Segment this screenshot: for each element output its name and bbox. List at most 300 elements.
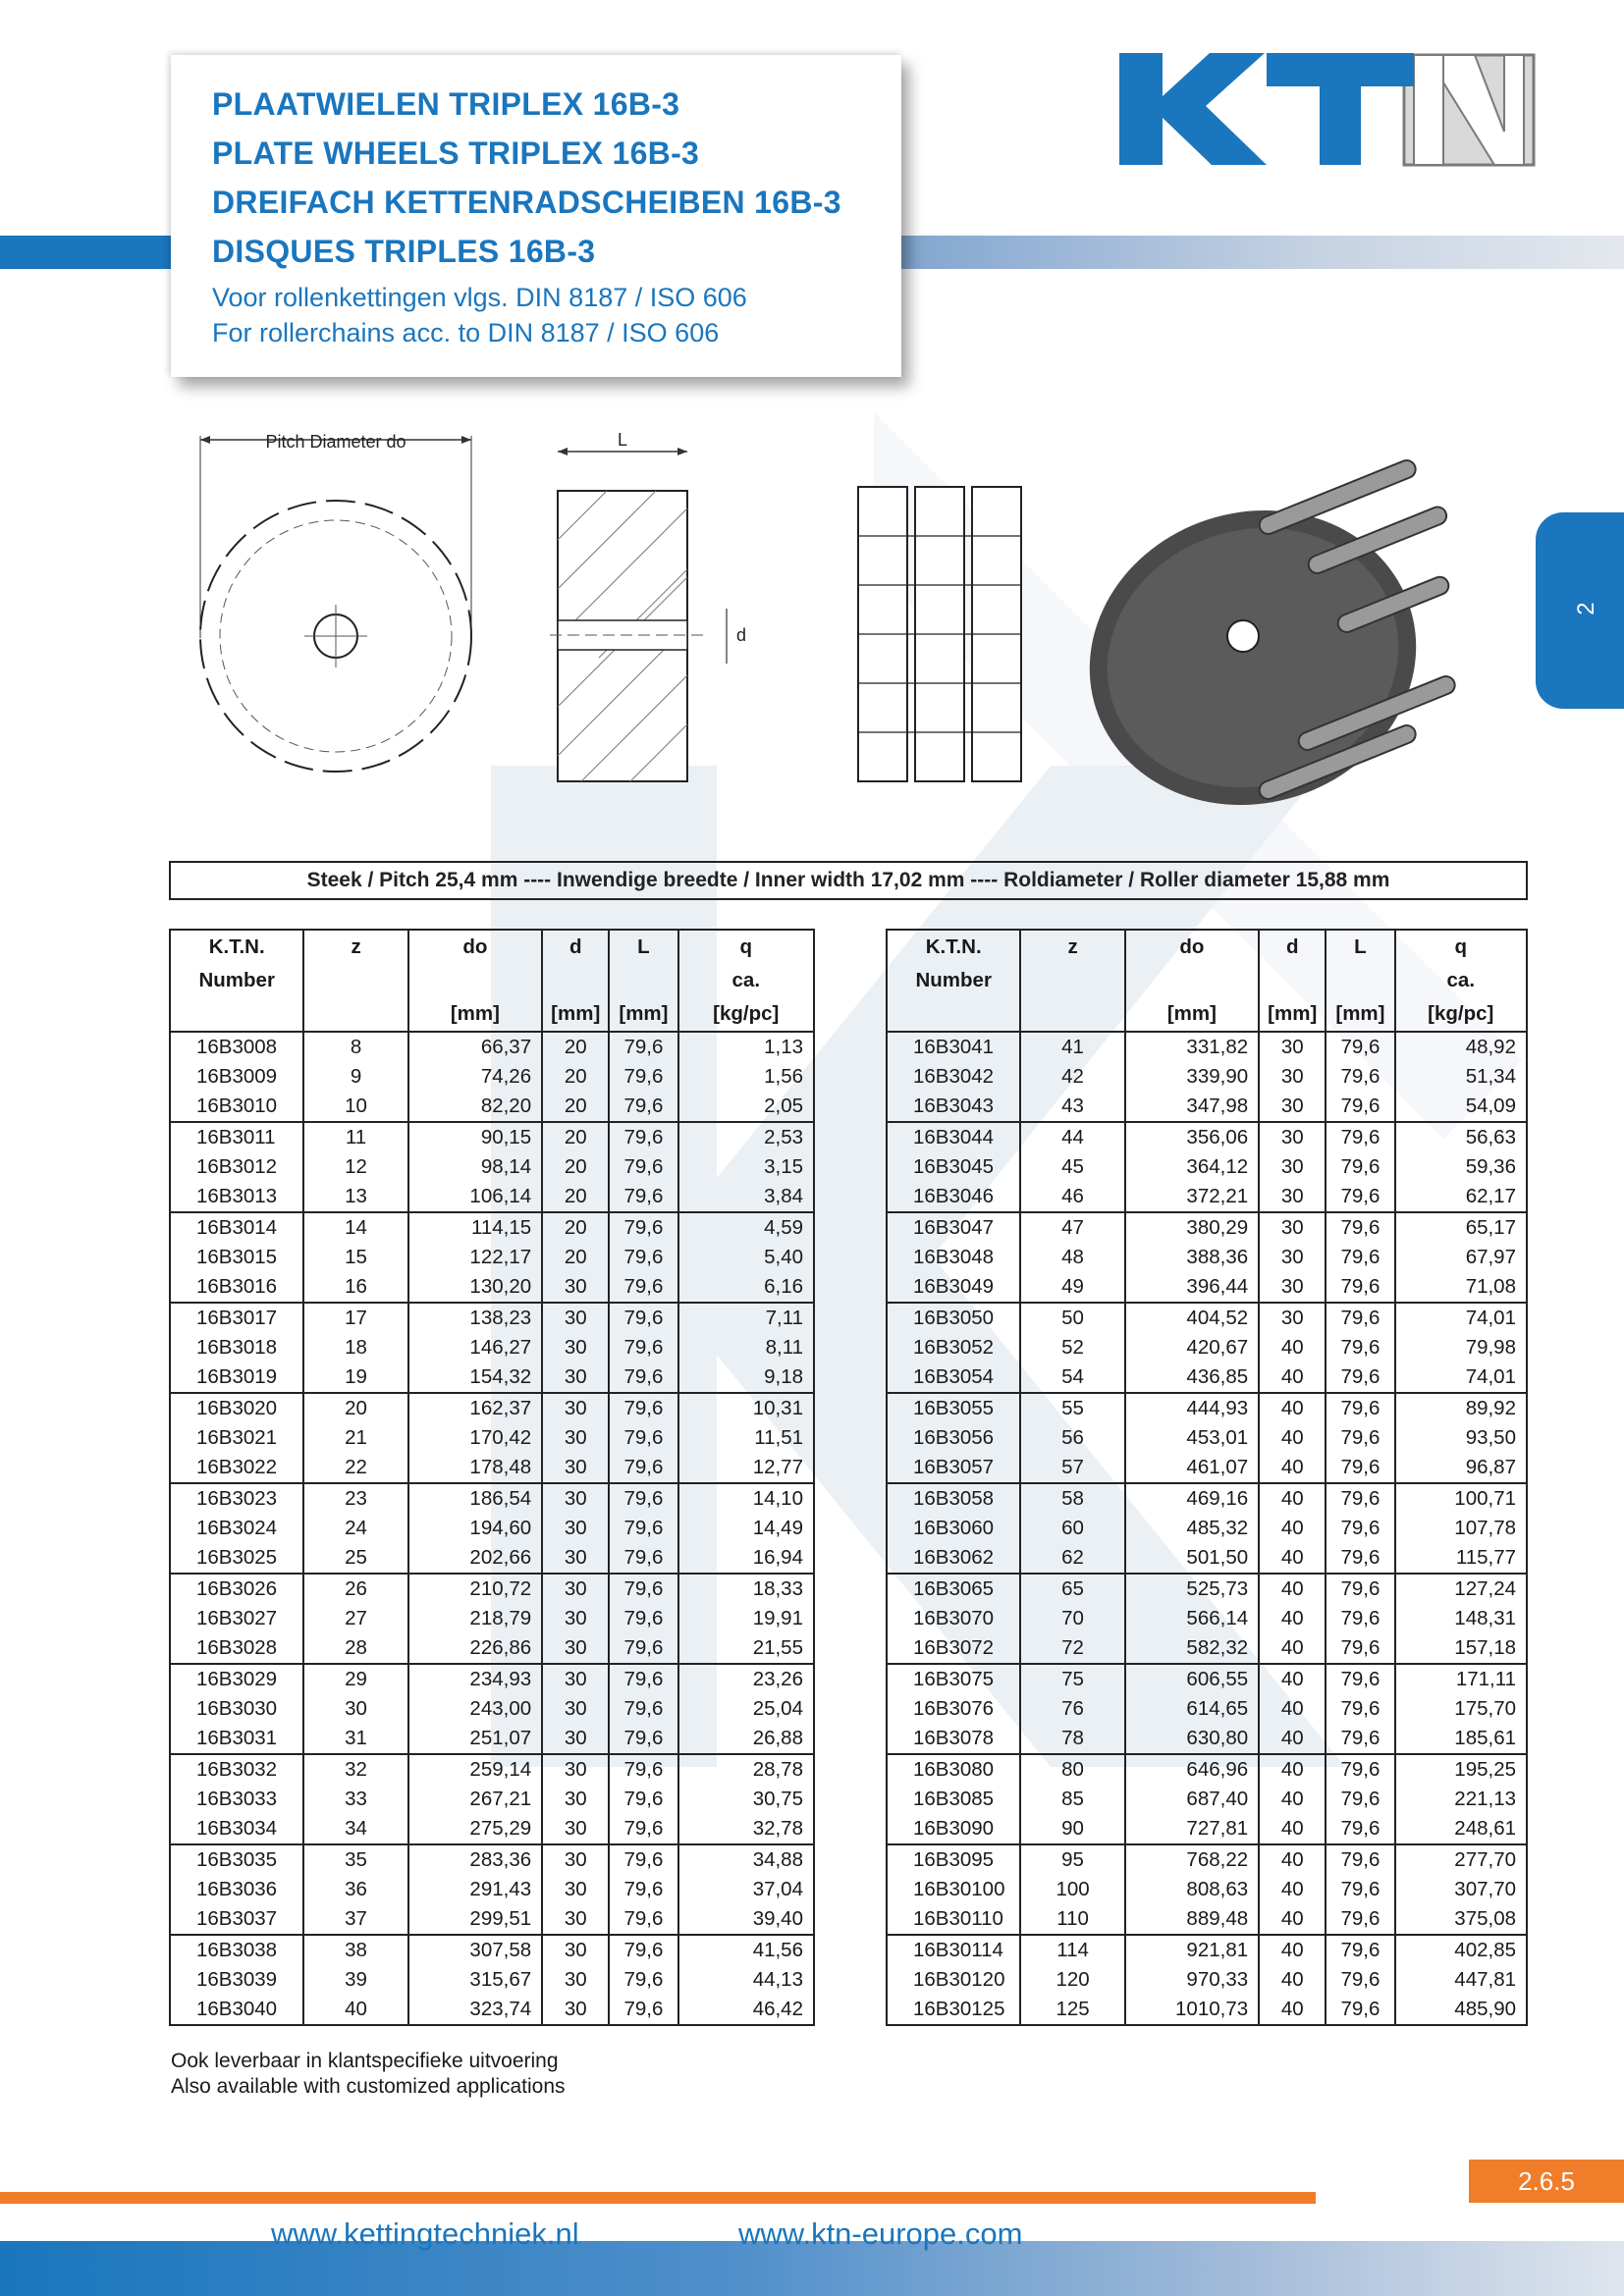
table-row — [887, 1904, 1527, 1935]
table-row — [887, 1844, 1527, 1875]
table-cell: 11,51 — [754, 1426, 803, 1449]
col-do: do — [1125, 930, 1259, 964]
table-cell: 331,82 — [1125, 1032, 1259, 1062]
table-cell: 46,42 — [752, 1998, 803, 2020]
table-cell: 79,6 — [1326, 1243, 1394, 1272]
table-cell: 79,6 — [609, 1272, 677, 1303]
table-cell: 14 — [303, 1212, 407, 1243]
table-cell: 30,75 — [752, 1788, 803, 1810]
table-cell: 16B3009 — [170, 1062, 303, 1092]
col-ca: ca. — [731, 969, 761, 991]
table-cell: 194,60 — [408, 1514, 542, 1543]
table-cell: 16B3052 — [887, 1333, 1020, 1362]
table-cell: 16B3036 — [170, 1875, 303, 1904]
sprocket-side-view — [550, 430, 746, 781]
table-row — [170, 1935, 814, 1965]
col-l: L — [1326, 930, 1394, 964]
table-cell: 79,6 — [1326, 1182, 1394, 1212]
table-cell: 16B3037 — [170, 1904, 303, 1935]
chain-side-view — [858, 487, 1021, 781]
table-cell: 16B3040 — [170, 1995, 303, 2025]
table-cell: 26 — [303, 1574, 407, 1604]
table-row — [170, 1182, 814, 1212]
unit-d: [mm] — [1259, 997, 1326, 1032]
table-cell: 18 — [303, 1333, 407, 1362]
table-cell: 79,6 — [609, 1362, 677, 1393]
table-cell: 16 — [303, 1272, 407, 1303]
table-cell: 40 — [1259, 1633, 1326, 1664]
table-cell: 30 — [1259, 1243, 1326, 1272]
table-cell: 28,78 — [678, 1754, 814, 1785]
table-cell: 16B3021 — [170, 1423, 303, 1453]
table-cell: 10 — [303, 1092, 407, 1122]
table-cell: 299,51 — [408, 1904, 542, 1935]
table-cell: 20 — [542, 1182, 609, 1212]
table-cell: 16B3075 — [887, 1664, 1020, 1694]
table-cell: 16B30120 — [887, 1965, 1020, 1995]
table-cell: 79,6 — [609, 1574, 677, 1604]
table-cell: 30 — [1259, 1272, 1326, 1303]
table-cell: 16B3011 — [170, 1122, 303, 1152]
table-cell: 396,44 — [1125, 1272, 1259, 1303]
table-cell: 40 — [1259, 1935, 1326, 1965]
table-cell: 727,81 — [1125, 1814, 1259, 1844]
table-cell: 125 — [1020, 1995, 1124, 2025]
table-row — [887, 1243, 1527, 1272]
table-cell: 30 — [1259, 1152, 1326, 1182]
subtitle-en: For rollerchains acc. to DIN 8187 / ISO 606 — [212, 318, 720, 347]
table-cell: 54 — [1020, 1362, 1124, 1393]
table-cell: 48,92 — [1465, 1036, 1516, 1058]
table-cell: 40 — [1259, 1664, 1326, 1694]
table-cell: 79,6 — [609, 1785, 677, 1814]
table-cell: 37 — [303, 1904, 407, 1935]
table-cell: 96,87 — [1465, 1456, 1516, 1478]
table-cell: 175,70 — [1454, 1697, 1516, 1720]
link-ktn-europe[interactable]: www.ktn-europe.com — [738, 2216, 1023, 2251]
table-cell: 19 — [303, 1362, 407, 1393]
sprocket-table-right — [886, 929, 1528, 2026]
table-cell: 35 — [303, 1844, 407, 1875]
table-cell: 243,00 — [408, 1694, 542, 1724]
table-body-left — [170, 1032, 814, 2025]
table-cell: 16B3072 — [887, 1633, 1020, 1664]
table-cell: 30 — [542, 1995, 609, 2025]
table-cell: 40 — [303, 1995, 407, 2025]
table-row — [170, 1604, 814, 1633]
col-q: q — [1454, 935, 1468, 958]
table-row — [170, 1362, 814, 1393]
table-cell: 447,81 — [1454, 1968, 1516, 1991]
table-cell: 606,55 — [1125, 1664, 1259, 1694]
table-cell: 16B3076 — [887, 1694, 1020, 1724]
table-cell: 22 — [303, 1453, 407, 1483]
table-cell: 36 — [303, 1875, 407, 1904]
table-cell: 16B3056 — [887, 1423, 1020, 1453]
table-cell: 20 — [303, 1393, 407, 1423]
table-cell: 39 — [303, 1965, 407, 1995]
table-row — [887, 1875, 1527, 1904]
table-cell: 16B3055 — [887, 1393, 1020, 1423]
table-row — [170, 1483, 814, 1514]
table-cell: 16B3050 — [887, 1303, 1020, 1333]
table-cell: 79,6 — [1326, 1362, 1394, 1393]
table-cell: 185,61 — [1454, 1727, 1516, 1749]
table-cell: 323,74 — [408, 1995, 542, 2025]
table-cell: 79,6 — [609, 1633, 677, 1664]
table-cell: 40 — [1259, 1965, 1326, 1995]
table-cell: 40 — [1259, 1875, 1326, 1904]
table-cell: 267,21 — [408, 1785, 542, 1814]
title-nl: PLAATWIELEN TRIPLEX 16B-3 — [212, 86, 680, 122]
table-cell: 78 — [1020, 1724, 1124, 1754]
table-cell: 7,11 — [678, 1303, 814, 1333]
table-cell: 34,88 — [678, 1844, 814, 1875]
table-row — [887, 1995, 1527, 2025]
col-ktn: K.T.N. — [887, 930, 1020, 964]
link-kettingtechniek[interactable]: www.kettingtechniek.nl — [271, 2216, 579, 2251]
table-cell: 79,6 — [1326, 1965, 1394, 1995]
table-cell: 76 — [1020, 1694, 1124, 1724]
table-cell: 40 — [1259, 1814, 1326, 1844]
table-row — [887, 1062, 1527, 1092]
table-cell: 16B3031 — [170, 1724, 303, 1754]
table-cell: 30 — [542, 1965, 609, 1995]
table-cell: 62 — [1020, 1543, 1124, 1574]
table-cell: 40 — [1259, 1423, 1326, 1453]
length-label: L — [617, 430, 628, 450]
table-cell: 10,31 — [678, 1393, 814, 1423]
table-cell: 40 — [1259, 1754, 1326, 1785]
table-cell: 18,33 — [678, 1574, 814, 1604]
table-cell: 79,6 — [1326, 1604, 1394, 1633]
table-cell: 171,11 — [1395, 1664, 1527, 1694]
table-cell: 79,6 — [609, 1423, 677, 1453]
table-row — [887, 1453, 1527, 1483]
table-cell: 30 — [542, 1904, 609, 1935]
table-cell: 79,6 — [1326, 1935, 1394, 1965]
table-cell: 453,01 — [1125, 1423, 1259, 1453]
table-cell: 8 — [303, 1032, 407, 1062]
table-cell: 79,6 — [1326, 1814, 1394, 1844]
table-cell: 79,98 — [1465, 1336, 1516, 1359]
table-cell: 79,6 — [609, 1543, 677, 1574]
table-cell: 356,06 — [1125, 1122, 1259, 1152]
note-nl: Ook leverbaar in klantspecifieke uitvoering — [171, 2050, 559, 2072]
table-cell: 38 — [303, 1935, 407, 1965]
table-cell: 138,23 — [408, 1303, 542, 1333]
table-cell: 79,6 — [609, 1212, 677, 1243]
table-cell: 40 — [1259, 1574, 1326, 1604]
unit-do: [mm] — [1125, 997, 1259, 1032]
table-cell: 48 — [1020, 1243, 1124, 1272]
table-cell: 79,6 — [609, 1453, 677, 1483]
table-cell: 30 — [542, 1303, 609, 1333]
table-cell: 90,15 — [408, 1122, 542, 1152]
table-cell: 107,78 — [1454, 1517, 1516, 1539]
table-row — [170, 1694, 814, 1724]
table-row — [887, 1935, 1527, 1965]
table-cell: 501,50 — [1125, 1543, 1259, 1574]
table-cell: 277,70 — [1395, 1844, 1527, 1875]
pitch-diameter-label: Pitch Diameter do — [265, 432, 406, 452]
table-cell: 16B3029 — [170, 1664, 303, 1694]
table-cell: 79,6 — [609, 1514, 677, 1543]
table-cell: 65 — [1020, 1574, 1124, 1604]
table-cell: 380,29 — [1125, 1212, 1259, 1243]
col-q: q — [739, 935, 753, 958]
table-cell: 115,77 — [1455, 1546, 1516, 1569]
table-cell: 114 — [1020, 1935, 1124, 1965]
table-cell: 3,15 — [764, 1155, 803, 1178]
table-cell: 79,6 — [1326, 1754, 1394, 1785]
table-row — [170, 1633, 814, 1664]
table-row — [887, 1604, 1527, 1633]
table-cell: 614,65 — [1125, 1694, 1259, 1724]
footer-orange-line — [0, 2192, 1316, 2204]
table-cell: 59,36 — [1465, 1155, 1516, 1178]
table-cell: 218,79 — [408, 1604, 542, 1633]
table-cell: 127,24 — [1395, 1574, 1527, 1604]
table-cell: 79,6 — [1326, 1122, 1394, 1152]
table-cell: 16B3030 — [170, 1694, 303, 1724]
subtitle-nl: Voor rollenkettingen vlgs. DIN 8187 / ISO 606 — [212, 283, 747, 312]
table-cell: 16B3008 — [170, 1032, 303, 1062]
table-cell: 16B3038 — [170, 1935, 303, 1965]
table-cell: 251,07 — [408, 1724, 542, 1754]
table-cell: 17 — [303, 1303, 407, 1333]
table-cell: 30 — [542, 1362, 609, 1393]
table-row — [887, 1212, 1527, 1243]
table-cell: 16B30114 — [887, 1935, 1020, 1965]
table-cell: 40 — [1259, 1604, 1326, 1633]
table-cell: 221,13 — [1454, 1788, 1516, 1810]
table-cell: 630,80 — [1125, 1724, 1259, 1754]
table-cell: 30 — [1259, 1212, 1326, 1243]
table-cell: 95 — [1020, 1844, 1124, 1875]
table-cell: 4,59 — [678, 1212, 814, 1243]
table-cell: 16B3060 — [887, 1514, 1020, 1543]
table-cell: 79,6 — [609, 1724, 677, 1754]
table-cell: 25,04 — [752, 1697, 803, 1720]
table-row — [887, 1333, 1527, 1362]
table-row — [170, 1032, 814, 1062]
col-ca: ca. — [1446, 969, 1476, 991]
table-cell: 57 — [1020, 1453, 1124, 1483]
table-cell: 50 — [1020, 1303, 1124, 1333]
table-row — [170, 1814, 814, 1844]
table-row — [887, 1362, 1527, 1393]
table-cell: 40 — [1259, 1543, 1326, 1574]
table-cell: 79,6 — [609, 1814, 677, 1844]
col-do: do — [408, 930, 542, 964]
header-stripe-left — [0, 236, 177, 269]
table-cell: 98,14 — [408, 1152, 542, 1182]
table-cell: 79,6 — [609, 1483, 677, 1514]
table-cell: 582,32 — [1125, 1633, 1259, 1664]
table-cell: 40 — [1259, 1362, 1326, 1393]
table-cell: 30 — [542, 1785, 609, 1814]
table-cell: 40 — [1259, 1785, 1326, 1814]
table-cell: 12,77 — [752, 1456, 803, 1478]
table-cell: 79,6 — [609, 1243, 677, 1272]
table-cell: 79,6 — [609, 1965, 677, 1995]
table-cell: 16B3049 — [887, 1272, 1020, 1303]
table-cell: 37,04 — [752, 1878, 803, 1900]
table-cell: 40 — [1259, 1514, 1326, 1543]
table-row — [170, 1754, 814, 1785]
table-cell: 687,40 — [1125, 1785, 1259, 1814]
table-cell: 20 — [542, 1092, 609, 1122]
table-cell: 30 — [1259, 1032, 1326, 1062]
table-cell: 79,6 — [609, 1875, 677, 1904]
table-cell: 16B3033 — [170, 1785, 303, 1814]
table-cell: 74,01 — [1465, 1365, 1516, 1388]
table-cell: 186,54 — [408, 1483, 542, 1514]
table-cell: 79,6 — [1326, 1785, 1394, 1814]
table-cell: 41 — [1020, 1032, 1124, 1062]
table-cell: 307,70 — [1454, 1878, 1516, 1900]
table-row — [887, 1032, 1527, 1062]
table-cell: 808,63 — [1125, 1875, 1259, 1904]
table-cell: 25 — [303, 1543, 407, 1574]
title-fr: DISQUES TRIPLES 16B-3 — [212, 234, 596, 269]
table-cell: 79,6 — [609, 1152, 677, 1182]
table-cell: 9 — [303, 1062, 407, 1092]
table-cell: 30 — [542, 1935, 609, 1965]
table-row — [887, 1814, 1527, 1844]
table-cell: 40 — [1259, 1724, 1326, 1754]
col-d: d — [542, 930, 609, 964]
table-cell: 20 — [542, 1152, 609, 1182]
table-cell: 1,13 — [764, 1036, 803, 1058]
table-cell: 79,6 — [609, 1182, 677, 1212]
table-cell: 16B3078 — [887, 1724, 1020, 1754]
table-cell: 30 — [1259, 1122, 1326, 1152]
table-cell: 16,94 — [752, 1546, 803, 1569]
table-cell: 74,26 — [408, 1062, 542, 1092]
table-cell: 16B3012 — [170, 1152, 303, 1182]
table-cell: 52 — [1020, 1333, 1124, 1362]
table-cell: 202,66 — [408, 1543, 542, 1574]
table-cell: 89,92 — [1395, 1393, 1527, 1423]
table-cell: 30 — [542, 1694, 609, 1724]
unit-l: [mm] — [1326, 997, 1394, 1032]
table-row — [887, 1514, 1527, 1543]
table-cell: 79,6 — [1326, 1904, 1394, 1935]
unit-q: [kg/pc] — [678, 997, 814, 1032]
table-row — [887, 1694, 1527, 1724]
table-cell: 79,6 — [1326, 1724, 1394, 1754]
table-row — [170, 1574, 814, 1604]
table-cell: 40 — [1259, 1904, 1326, 1935]
table-cell: 16B3018 — [170, 1333, 303, 1362]
table-cell: 29 — [303, 1664, 407, 1694]
table-cell: 31 — [303, 1724, 407, 1754]
table-cell: 372,21 — [1125, 1182, 1259, 1212]
ktn-logo — [1119, 53, 1536, 167]
table-cell: 234,93 — [408, 1664, 542, 1694]
table-cell: 30 — [542, 1844, 609, 1875]
table-cell: 30 — [542, 1543, 609, 1574]
table-row — [887, 1152, 1527, 1182]
table-cell: 79,6 — [1326, 1633, 1394, 1664]
table-cell: 525,73 — [1125, 1574, 1259, 1604]
table-cell: 16B3054 — [887, 1362, 1020, 1393]
table-row — [170, 1875, 814, 1904]
table-cell: 30 — [1259, 1182, 1326, 1212]
table-cell: 40 — [1259, 1995, 1326, 2025]
table-cell: 32,78 — [752, 1817, 803, 1840]
table-cell: 79,6 — [1326, 1483, 1394, 1514]
table-cell: 5,40 — [764, 1246, 803, 1268]
table-row — [170, 1785, 814, 1814]
header-stripe-right — [884, 236, 1624, 269]
table-cell: 21 — [303, 1423, 407, 1453]
table-cell: 20 — [542, 1032, 609, 1062]
table-cell: 30 — [542, 1423, 609, 1453]
table-cell: 148,31 — [1454, 1607, 1516, 1629]
table-cell: 485,32 — [1125, 1514, 1259, 1543]
table-row — [170, 1212, 814, 1243]
specification-bar: Steek / Pitch 25,4 mm ---- Inwendige breedte / Inner width 17,02 mm ---- Roldiameter / Roller diameter 15,88 mm — [169, 861, 1528, 900]
table-cell: 768,22 — [1125, 1844, 1259, 1875]
title-card — [171, 55, 901, 377]
table-cell: 16B3016 — [170, 1272, 303, 1303]
table-cell: 79,6 — [1326, 1664, 1394, 1694]
table-cell: 79,6 — [1326, 1694, 1394, 1724]
table-cell: 14,10 — [678, 1483, 814, 1514]
table-cell: 16B3022 — [170, 1453, 303, 1483]
table-cell: 79,6 — [609, 1122, 677, 1152]
table-cell: 75 — [1020, 1664, 1124, 1694]
table-cell: 67,97 — [1465, 1246, 1516, 1268]
sprocket-front-view — [200, 432, 471, 772]
table-cell: 79,6 — [1326, 1574, 1394, 1604]
table-cell: 79,6 — [609, 1333, 677, 1362]
table-row — [170, 1152, 814, 1182]
table-row — [887, 1182, 1527, 1212]
table-row — [887, 1483, 1527, 1514]
table-cell: 15 — [303, 1243, 407, 1272]
table-cell: 79,6 — [609, 1935, 677, 1965]
table-cell: 420,67 — [1125, 1333, 1259, 1362]
table-cell: 120 — [1020, 1965, 1124, 1995]
table-cell: 16B3047 — [887, 1212, 1020, 1243]
table-cell: 226,86 — [408, 1633, 542, 1664]
table-cell: 44,13 — [752, 1968, 803, 1991]
table-cell: 40 — [1259, 1393, 1326, 1423]
table-cell: 93,50 — [1465, 1426, 1516, 1449]
table-cell: 58 — [1020, 1483, 1124, 1514]
table-cell: 79,6 — [1326, 1514, 1394, 1543]
table-cell: 85 — [1020, 1785, 1124, 1814]
table-cell: 364,12 — [1125, 1152, 1259, 1182]
table-row — [887, 1965, 1527, 1995]
sprocket-table-left — [169, 929, 815, 2026]
title-de: DREIFACH KETTENRADSCHEIBEN 16B-3 — [212, 185, 841, 220]
table-cell: 79,6 — [609, 1995, 677, 2025]
table-row — [887, 1724, 1527, 1754]
table-cell: 80 — [1020, 1754, 1124, 1785]
table-row — [887, 1393, 1527, 1423]
table-cell: 27 — [303, 1604, 407, 1633]
table-cell: 16B3020 — [170, 1393, 303, 1423]
table-cell: 30 — [542, 1664, 609, 1694]
table-cell: 16B30110 — [887, 1904, 1020, 1935]
table-cell: 16B3095 — [887, 1844, 1020, 1875]
table-cell: 16B3039 — [170, 1965, 303, 1995]
